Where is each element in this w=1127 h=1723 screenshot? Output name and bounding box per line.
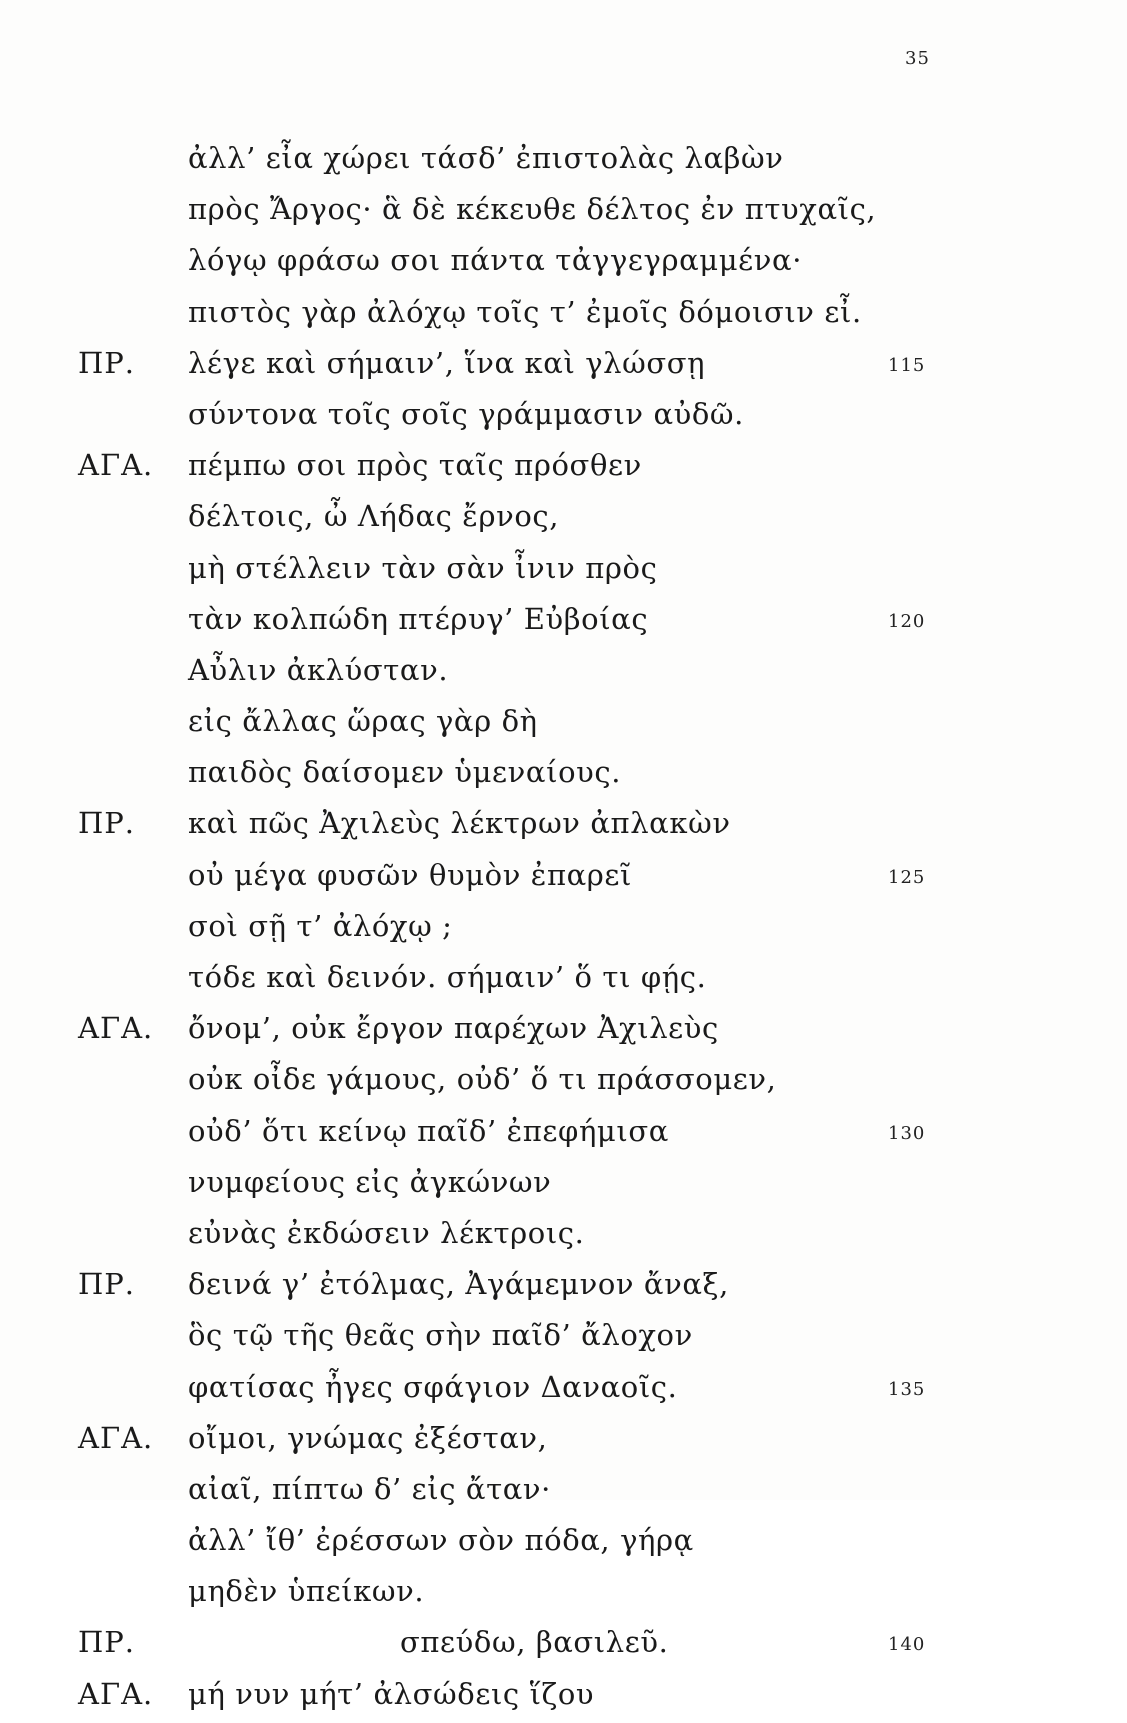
- verse-text: μή νυν μήτ’ ἀλσώδεις ἵζου: [188, 1676, 595, 1711]
- speaker-label: ΑΓΑ.: [78, 1011, 154, 1046]
- verse-line: [0, 1057, 1127, 1108]
- line-number: 120: [888, 610, 926, 632]
- verse-line: [0, 1620, 1127, 1671]
- verse-text: οὐκ οἶδε γάμους, οὐδ’ ὅ τι πράσσομεν,: [188, 1062, 777, 1097]
- verse-line: [0, 597, 1127, 648]
- verse-text: ὄνομ’, οὐκ ἔργον παρέχων Ἀχιλεὺς: [188, 1011, 719, 1046]
- speaker-label: ΑΓΑ.: [78, 448, 154, 483]
- verse-lines: [0, 136, 1127, 1723]
- speaker-label: ΑΓΑ.: [78, 1676, 154, 1711]
- verse-line: [0, 750, 1127, 801]
- verse-text: σύντονα τοῖς σοῖς γράμμασιν αὐδῶ.: [188, 396, 745, 431]
- speaker-label: ΠΡ.: [78, 345, 136, 380]
- line-number: 115: [888, 354, 926, 376]
- verse-line: [0, 187, 1127, 238]
- verse-text: τὰν κολπώδη πτέρυγ’ Εὐβοίας: [188, 601, 649, 636]
- speaker-label: ΠΡ.: [78, 1625, 136, 1660]
- verse-line: [0, 1313, 1127, 1364]
- verse-text: εὐνὰς ἐκδώσειν λέκτροις.: [188, 1215, 585, 1250]
- verse-line: [0, 801, 1127, 852]
- verse-line: [0, 853, 1127, 904]
- verse-text: πιστὸς γὰρ ἀλόχῳ τοῖς τ’ ἐμοῖς δόμοισιν εἶ.: [188, 294, 862, 329]
- line-number: 135: [888, 1378, 926, 1400]
- verse-text: λέγε καὶ σήμαιν’, ἵνα καὶ γλώσσῃ: [188, 345, 706, 380]
- verse-text: αἰαῖ, πίπτω δ’ εἰς ἄταν·: [188, 1471, 551, 1506]
- verse-line: [0, 1416, 1127, 1467]
- speaker-label: ΠΡ.: [78, 806, 136, 841]
- line-number: 125: [888, 866, 926, 888]
- line-number: 140: [888, 1634, 926, 1656]
- verse-line: [0, 238, 1127, 289]
- verse-line: [0, 1109, 1127, 1160]
- verse-line: [0, 955, 1127, 1006]
- verse-text: δεινά γ’ ἐτόλμας, Ἀγάμεμνον ἄναξ,: [188, 1267, 729, 1302]
- verse-text: μηδὲν ὑπείκων.: [188, 1574, 425, 1609]
- line-number: 130: [888, 1122, 926, 1144]
- verse-line: [0, 1006, 1127, 1057]
- verse-text: δέλτοις, ὦ Λήδας ἔρνος,: [188, 499, 560, 534]
- verse-text: ὃς τῷ τῆς θεᾶς σὴν παῖδ’ ἄλοχον: [188, 1318, 693, 1353]
- verse-line: [0, 648, 1127, 699]
- verse-line: [0, 1365, 1127, 1416]
- verse-text: τόδε καὶ δεινόν. σήμαιν’ ὅ τι φῄς.: [188, 960, 707, 994]
- verse-text: πρὸς Ἄργος· ἃ δὲ κέκευθε δέλτος ἐν πτυχαῖς,: [188, 192, 877, 227]
- verse-text: καὶ πῶς Ἀχιλεὺς λέκτρων ἀπλακὼν: [188, 806, 731, 841]
- verse-text: σοὶ σῇ τ’ ἀλόχῳ ;: [188, 908, 453, 943]
- verse-line: [0, 1672, 1127, 1723]
- verse-text: σπεύδω, βασιλεῦ.: [400, 1625, 669, 1660]
- verse-line: [0, 443, 1127, 494]
- verse-text: ἀλλ’ ἴθ’ ἐρέσσων σὸν πόδα, γήρᾳ: [188, 1523, 694, 1558]
- verse-line: [0, 494, 1127, 545]
- verse-line: [0, 290, 1127, 341]
- verse-text: λόγῳ φράσω σοι πάντα τἀγγεγραμμένα·: [188, 243, 803, 278]
- verse-line: [0, 699, 1127, 750]
- verse-line: [0, 1569, 1127, 1620]
- verse-text: φατίσας ἦγες σφάγιον Δαναοῖς.: [188, 1369, 678, 1404]
- verse-text: ἀλλ’ εἶα χώρει τάσδ’ ἐπιστολὰς λαβὼν: [188, 141, 784, 175]
- verse-text: Αὖλιν ἀκλύσταν.: [188, 652, 449, 687]
- verse-text: πέμπω σοι πρὸς ταῖς πρόσθεν: [188, 448, 642, 483]
- speaker-label: ΠΡ.: [78, 1267, 136, 1302]
- verse-text: οἴμοι, γνώμας ἐξέσταν,: [188, 1420, 548, 1455]
- verse-line: [0, 1160, 1127, 1211]
- speaker-label: ΑΓΑ.: [78, 1420, 154, 1455]
- verse-line: [0, 1518, 1127, 1569]
- page-number: 35: [905, 48, 930, 69]
- verse-line: [0, 1262, 1127, 1313]
- verse-line: [0, 904, 1127, 955]
- verse-text: οὐδ’ ὅτι κείνῳ παῖδ’ ἐπεφήμισα: [188, 1113, 669, 1148]
- verse-line: [0, 392, 1127, 443]
- verse-line: [0, 1467, 1127, 1518]
- verse-text: παιδὸς δαίσομεν ὑμεναίους.: [188, 755, 622, 790]
- verse-text: νυμφείους εἰς ἀγκώνων: [188, 1164, 552, 1199]
- verse-line: [0, 546, 1127, 597]
- verse-line: [0, 341, 1127, 392]
- verse-text: μὴ στέλλειν τὰν σὰν ἶνιν πρὸς: [188, 550, 658, 585]
- verse-line: [0, 1211, 1127, 1262]
- verse-line: [0, 136, 1127, 187]
- verse-text: εἰς ἄλλας ὥρας γὰρ δὴ: [188, 704, 538, 739]
- verse-text: οὐ μέγα φυσῶν θυμὸν ἐπαρεῖ: [188, 857, 633, 892]
